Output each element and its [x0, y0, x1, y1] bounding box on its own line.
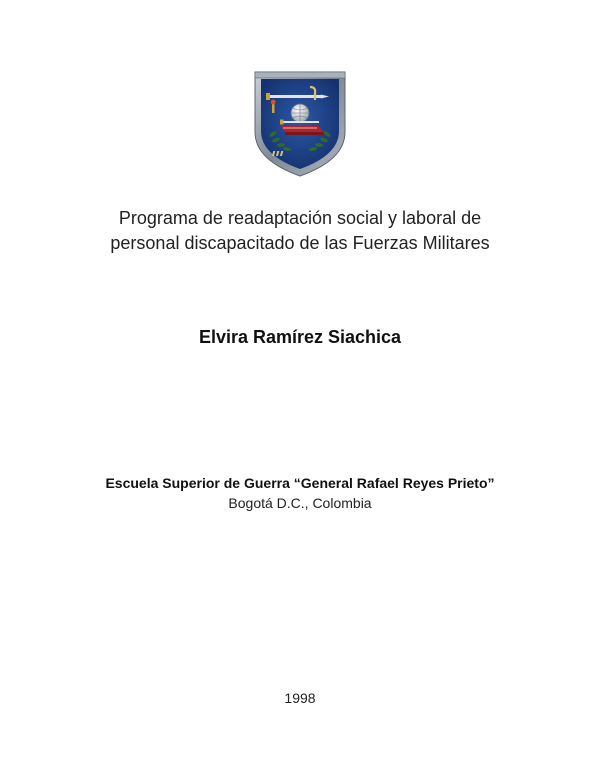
publication-year: 1998 — [284, 690, 316, 706]
document-title — [0, 206, 600, 256]
institution-name: Escuela Superior de Guerra “General Rafael Reyes Prieto” — [105, 475, 495, 491]
location: Bogotá D.C., Colombia — [228, 495, 372, 511]
author-name: Elvira Ramírez Siachica — [198, 327, 402, 347]
document-title-line-1: Programa de readaptación social y laboral de — [118, 208, 482, 228]
military-school-crest-icon — [253, 70, 347, 178]
document-title-line-2: personal discapacitado de las Fuerzas Militares — [110, 233, 490, 253]
